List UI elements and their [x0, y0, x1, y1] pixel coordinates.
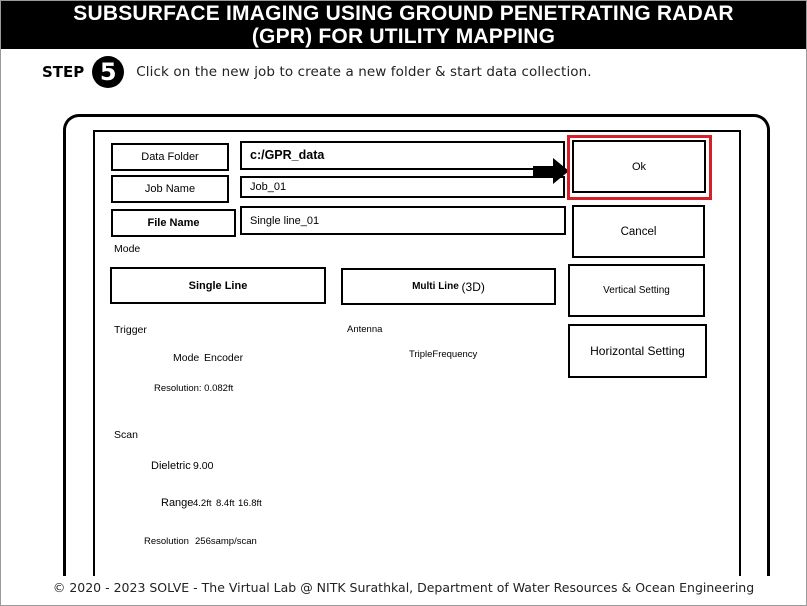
ok-button[interactable]: Ok [572, 140, 706, 193]
job-name-field[interactable]: Job_01 [240, 176, 565, 198]
antenna-value[interactable]: TripleFrequency [409, 349, 478, 360]
multi-line-button[interactable] [341, 268, 556, 305]
vertical-setting-button[interactable]: Vertical Setting [568, 264, 705, 317]
dieletric-value[interactable]: 9.00 [193, 460, 214, 472]
scan-label: Scan [114, 429, 138, 441]
job-name-label: Job Name [111, 175, 229, 203]
trigger-label: Trigger [114, 324, 147, 336]
data-folder-label: Data Folder [111, 143, 229, 171]
title-banner [1, 1, 806, 49]
trigger-mode-label: Mode [173, 352, 200, 364]
antenna-label: Antenna [347, 324, 383, 335]
title-line-2: (GPR) FOR UTILITY MAPPING [251, 25, 556, 48]
ok-highlight [567, 135, 712, 200]
step-instruction [42, 56, 592, 88]
multi-line-suffix: (3D) [461, 279, 485, 294]
single-line-button[interactable]: Single Line [110, 267, 326, 304]
pointer-arrow-icon [533, 158, 569, 184]
range-label: Range [161, 497, 194, 509]
data-folder-field[interactable]: c:/GPR_data [240, 141, 565, 170]
footer-copyright: © 2020 - 2023 SOLVE - The Virtual Lab @ NITK Surathkal, Department of Water Resources & Ocean Engineering [52, 580, 755, 595]
range-option-2[interactable]: 8.4ft [216, 498, 235, 509]
cancel-button[interactable]: Cancel [572, 205, 705, 258]
step-number-badge: 5 [92, 56, 124, 88]
scan-resolution-label: Resolution [144, 536, 189, 547]
mode-label: Mode [114, 243, 141, 255]
dieletric-label: Dieletric [151, 460, 191, 472]
step-text: Click on the new job to create a new folder & start data collection. [136, 64, 592, 80]
title-line-1: SUBSURFACE IMAGING USING GROUND PENETRATING RADAR [73, 2, 734, 25]
trigger-resolution: Resolution: 0.082ft [154, 383, 234, 394]
step-label: STEP [42, 63, 85, 81]
file-name-field[interactable]: Single line_01 [240, 206, 566, 235]
scan-resolution-value[interactable]: 256samp/scan [195, 536, 257, 547]
range-option-1[interactable]: 4.2ft [193, 498, 212, 509]
range-option-3[interactable]: 16.8ft [238, 498, 262, 509]
horizontal-setting-button[interactable]: Horizontal Setting [568, 324, 707, 378]
trigger-mode-value[interactable]: Encoder [204, 352, 244, 364]
file-name-label: File Name [111, 209, 236, 237]
multi-line-label: Multi Line [412, 281, 459, 292]
